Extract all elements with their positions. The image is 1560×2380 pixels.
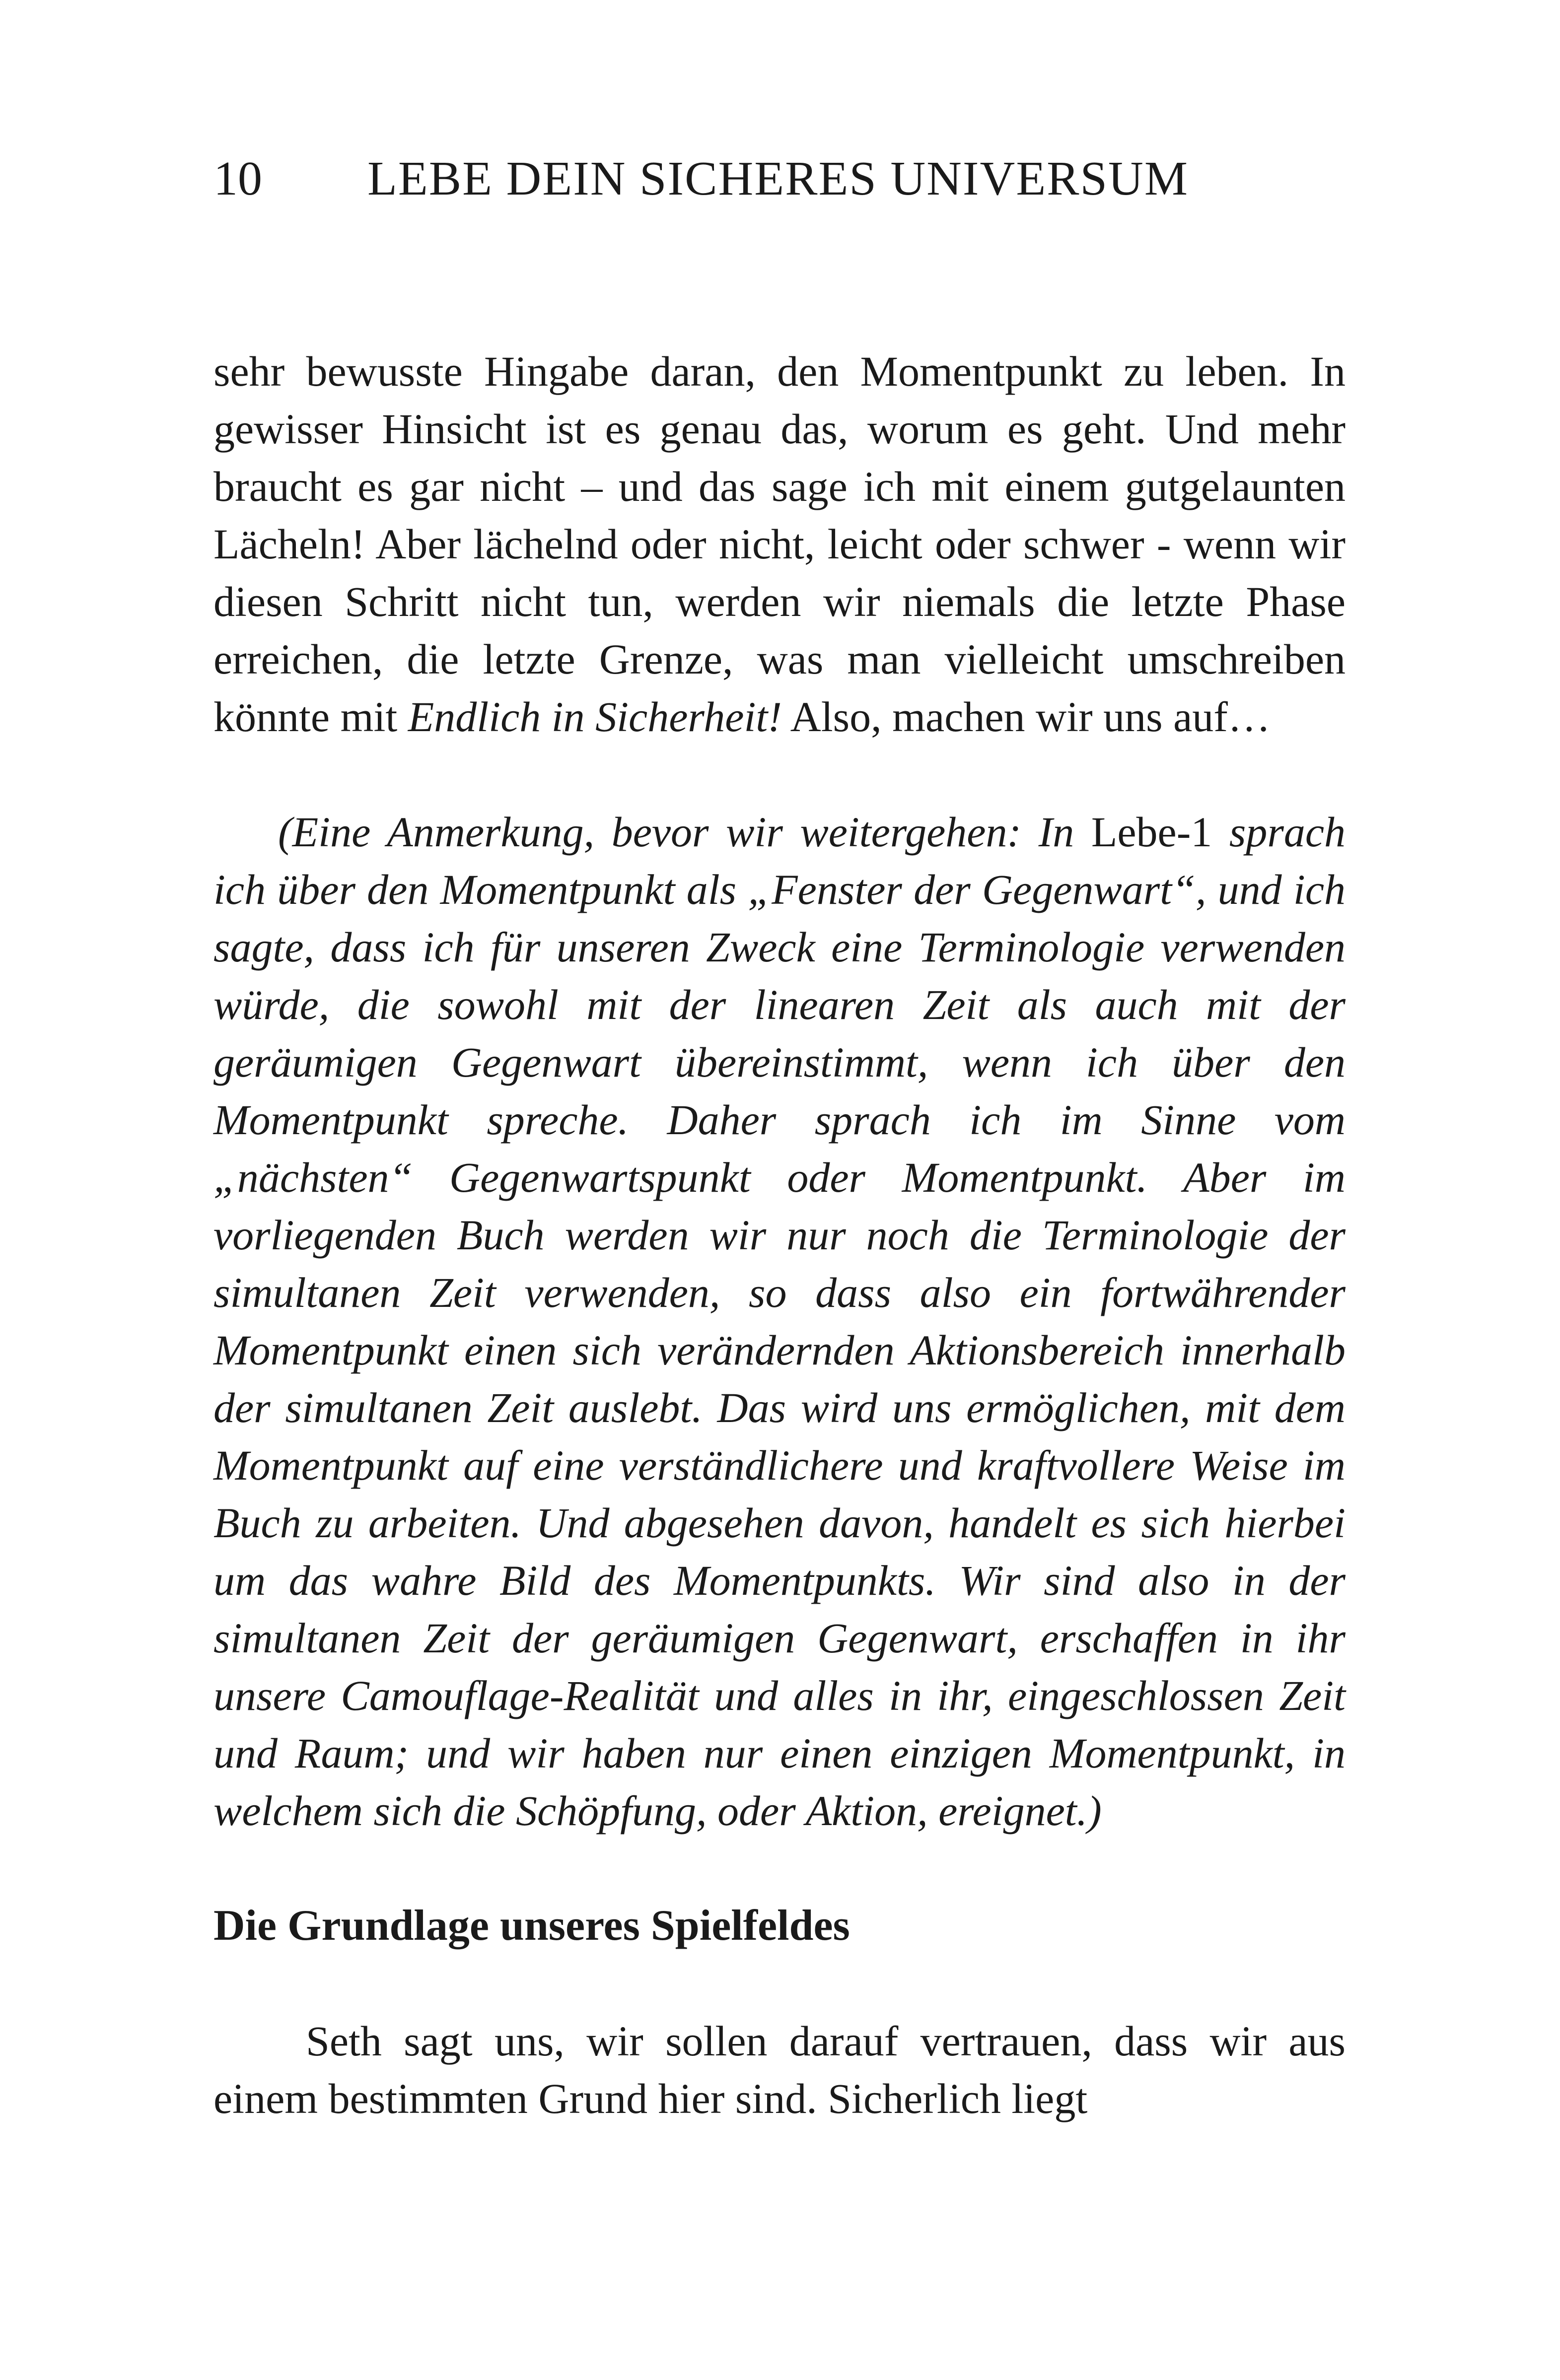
section-paragraph: Seth sagt uns, wir sollen darauf vertrauen, dass wir aus einem bestimmten Grund hier sind. Sicherlich liegt [213,2017,1346,2122]
paragraph-intro-ending: Also, machen wir uns auf… [781,693,1271,741]
running-title: LEBE DEIN SICHERES UNIVERSUM [367,152,1189,205]
paragraph-intro [213,342,1346,746]
body-text [213,342,1346,2127]
paragraph-intro-text: sehr bewusste Hingabe daran, den Momentpunkt zu leben. In gewisser Hinsicht ist es genau das, worum es geht. Und mehr braucht es gar nicht – und das sage ich mit einem gutgelaunten Lächeln! Aber lächelnd oder nicht, leicht oder schwer - wenn wir diesen Schritt nicht tun, werden wir niemals die letzte Phase erreichen, die letzte Grenze, was man vielleicht umschreiben könnte mit [213,347,1346,741]
author-note-opening: (Eine Anmerkung, bevor wir weitergehen: In [278,808,1091,856]
section-heading: Die Grundlage unseres Spielfeldes [213,1902,850,1950]
author-note-body: sprach ich über den Momentpunkt als „Fenster der Gegenwart“, und ich sagte, dass ich für unseren Zweck eine Terminologie verwenden würde, die sowohl mit der linearen Zeit als auch mit der geräumigen Gegenwart übereinstimmt, wenn ich über den Momentpunkt spreche. Daher sprach ich im Sinne vom „nächsten“ Gegenwartspunkt oder Momentpunkt. Aber im vorliegenden Buch werden wir nur noch die Terminologie der simultanen Zeit verwenden, so dass also ein fortwährender Momentpunkt einen sich verändernden Aktionsbereich innerhalb der simultanen Zeit auslebt. Das wird uns ermöglichen, mit dem Momentpunkt auf eine verständlichere und kraftvollere Weise im Buch zu arbeiten. Und abgesehen davon, handelt es sich hierbei um das wahre Bild des Momentpunkts. Wir sind also in der simultanen Zeit der geräumigen Gegenwart, erschaffen in ihr unsere Camouflage-Realität und alles in ihr, eingeschlossen Zeit und Raum; und wir haben nur einen einzigen Momentpunkt, in welchem sich die Schöpfung, oder Aktion, ereignet.) [213,808,1346,1835]
emphasis-phrase: Endlich in Sicherheit! [408,693,782,741]
page-number: 10 [213,152,262,205]
author-note [213,803,1346,1839]
running-head [213,149,1350,208]
book-reference: Lebe-1 [1091,808,1212,856]
